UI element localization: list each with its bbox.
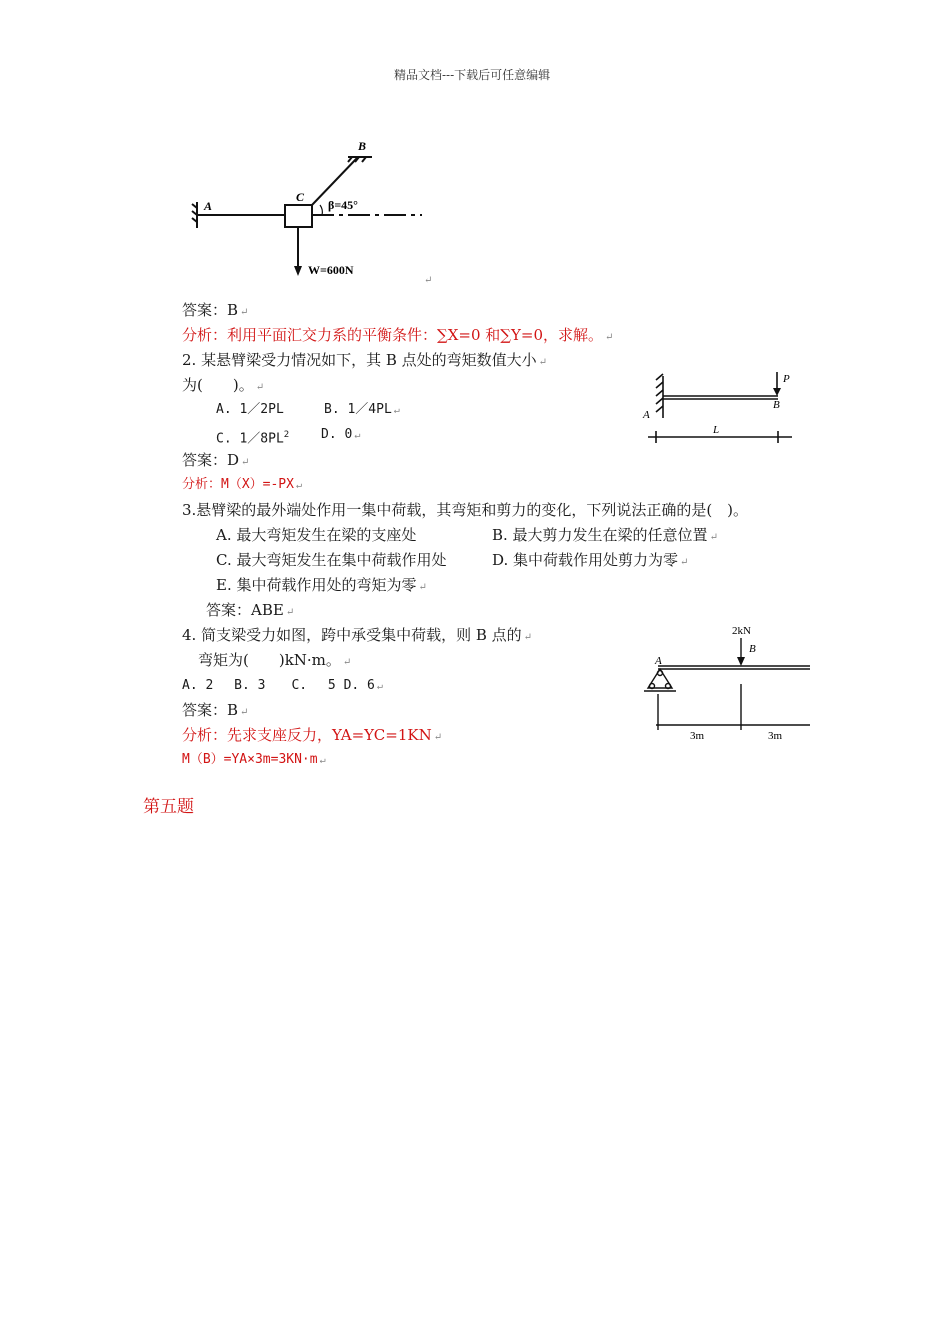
q3-option-b: B. 最大剪力发生在梁的任意位置 ↵ <box>492 526 718 544</box>
q4-stem-line2: 弯矩为( )kN·m。 ↵ <box>198 651 352 669</box>
q3-option-a: A. 最大弯矩发生在梁的支座处 <box>216 526 417 544</box>
label-weight: W=600N <box>308 263 354 277</box>
label-beta: β=45° <box>328 198 358 212</box>
q3-option-d: D. 集中荷载作用处剪力为零 ↵ <box>492 551 689 569</box>
q2-option-b: B. 1／4PL ↵ <box>324 402 400 417</box>
q4-analysis-line2: M（B）=YA×3m=3KN·m ↵ <box>182 752 326 767</box>
q2-stem-line1: 2. 某悬臂梁受力情况如下，其 B 点处的弯矩数值大小 ↵ <box>182 351 548 369</box>
span-label-2: 3m <box>768 730 783 742</box>
label-b: B <box>358 139 367 153</box>
q3-option-e: E. 集中荷载作用处的弯矩为零 ↵ <box>216 576 427 594</box>
length-label-l: L <box>713 424 720 436</box>
label-c: C <box>296 190 305 204</box>
q1-analysis: 分析：利用平面汇交力系的平衡条件：∑X=0 和∑Y=0，求解。 ↵ <box>182 326 614 344</box>
q4-answer: 答案：B ↵ <box>182 701 249 719</box>
q2-option-c: C. $1/8PL^2$ <box>216 430 290 447</box>
q2-option-a: A. 1／2PL <box>216 402 284 417</box>
q3-stem: 3.悬臂梁的最外端处作用一集中荷载，其弯矩和剪力的变化，下列说法正确的是( )。 <box>182 501 749 519</box>
load-label-p: P <box>783 373 790 385</box>
section-title: 第五题 <box>143 797 194 817</box>
label-a: A <box>204 199 213 213</box>
point-label-b: B <box>773 399 780 411</box>
paragraph-mark: ↵ <box>424 275 433 286</box>
q2-answer: 答案：D ↵ <box>182 451 250 469</box>
q2-option-d: D. 0 ↵ <box>321 427 361 442</box>
point-label-a: A <box>643 409 650 421</box>
q4-stem-line1: 4. 简支梁受力如图，跨中承受集中荷载，则 B 点的 ↵ <box>182 626 533 644</box>
point-label-b: B <box>749 643 756 655</box>
q2-analysis: 分析：M（X）=-PX ↵ <box>182 477 302 492</box>
span-label-1: 3m <box>690 730 705 742</box>
q3-option-c: C. 最大弯矩发生在集中荷载作用处 <box>216 551 447 569</box>
q1-answer: 答案：B ↵ <box>182 301 249 319</box>
load-label: 2kN <box>732 625 751 637</box>
page-header: 精品文档---下载后可任意编辑 <box>394 68 551 82</box>
q2-stem-line2: 为( )。 ↵ <box>182 376 265 394</box>
q4-analysis-line1: 分析：先求支座反力，YA=YC=1KN ↵ <box>182 726 443 744</box>
point-label-a: A <box>655 655 662 667</box>
q2-option-c-exponent: 2 <box>283 430 290 440</box>
q3-answer: 答案：ABE ↵ <box>206 601 295 619</box>
q4-options: A. 2 B. 3 C. 5 D. 6 ↵ <box>182 678 383 693</box>
